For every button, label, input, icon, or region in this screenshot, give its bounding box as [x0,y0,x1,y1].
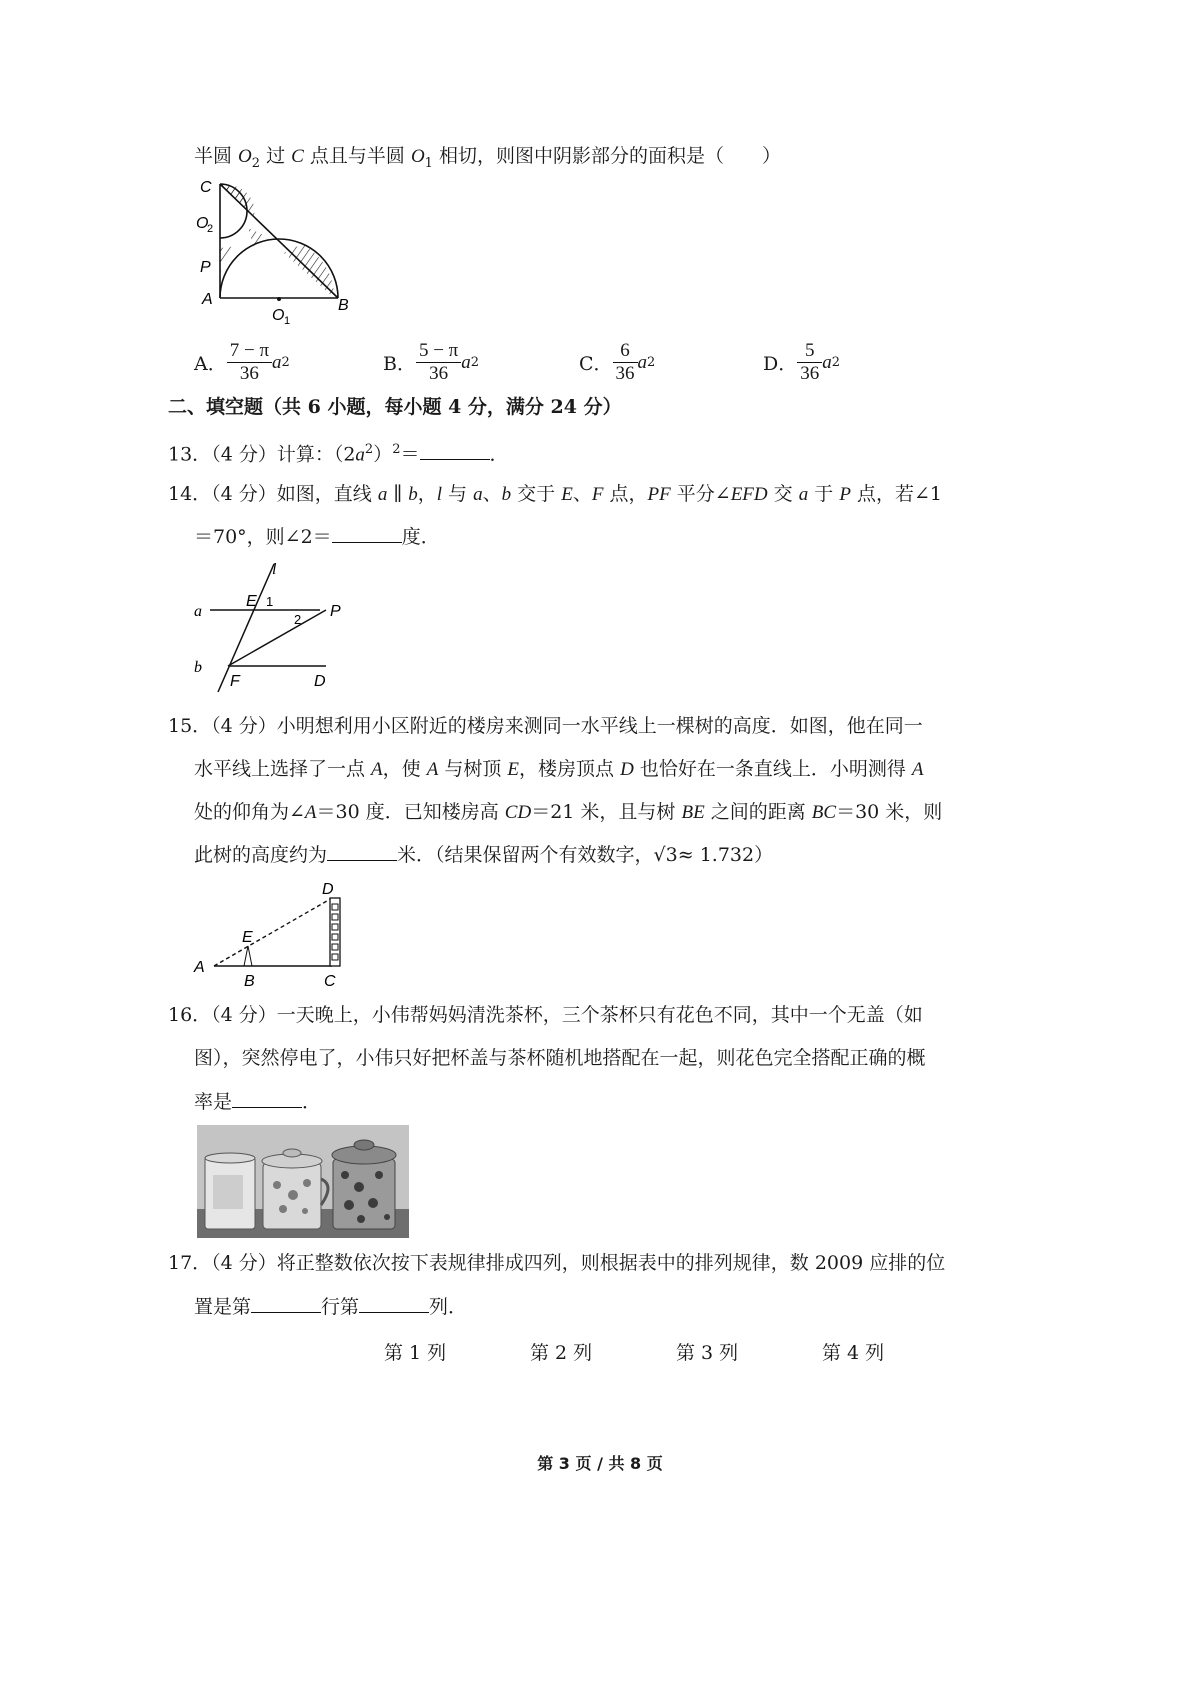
q15-blank [327,842,397,861]
q16-line2: 图），突然停电了，小伟只好把杯盖与茶杯随机地搭配在一起，则花色完全搭配正确的概 [194,1047,926,1069]
q15-line4: 此树的高度约为 米．（结果保留两个有效数字，√3≈ 1.732） [194,844,774,866]
column-header-2: 第 2 列 [530,1342,593,1364]
svg-text:1: 1 [266,594,274,609]
q14-line1: 14．（4 分）如图，直线 a ∥ b，l 与 a、b 交于 E、F 点，PF 平分∠EFD 交 a 于 P 点，若∠1 [168,483,942,505]
q17-line1: 17．（4 分）将正整数依次按下表规律排成四列，则根据表中的排列规律，数 2009 应排的位 [168,1252,946,1274]
q12-stem: 半圆 $O_2$ 过 C 点且与半圆 $O_1$ 相切，则图中阴影部分的面积是（ ） [194,145,781,171]
q15-line2: 水平线上选择了一点 A，使 A 与树顶 E，楼房顶点 D 也恰好在一条直线上．小明测得 A [194,758,924,780]
q15-line3: 处的仰角为∠A＝30 度．已知楼房高 CD＝21 米，且与树 BE 之间的距离 BC＝30 米，则 [194,801,943,823]
q17-blank-col [359,1294,429,1313]
q14-blank [332,524,402,543]
tea-cups-photo [197,1125,409,1238]
option-d: D． $\frac{5}{36}$ a 2 [763,340,841,384]
q12-figure [192,176,372,326]
column-header-1: 第 1 列 [384,1342,447,1364]
svg-text:1: 1 [284,315,291,326]
svg-text:2: 2 [207,223,214,235]
label-b: B [338,297,349,314]
svg-text:2: 2 [294,612,302,627]
label-o1: O [272,307,285,324]
q16-line1: 16．（4 分）一天晚上，小伟帮妈妈清洗茶杯，三个茶杯只有花色不同，其中一个无盖（如 [168,1004,923,1026]
option-b: B． $\frac{5 - \pi}{36}$ a 2 [383,340,480,384]
label-o2: O [196,215,209,232]
section-heading: 二、填空题（共 6 小题，每小题 4 分，满分 24 分） [168,396,622,418]
option-c: C． $\frac{6}{36}$ a 2 [579,340,656,384]
svg-text:b: b [194,659,202,676]
q14-line2: ＝70°，则∠2＝ 度． [194,526,440,548]
label-a: A [202,291,213,308]
svg-text:a: a [194,603,202,620]
svg-text:C: C [324,973,336,990]
tree-icon [244,946,252,966]
page-footer: 第 3 页 / 共 8 页 [537,1454,663,1473]
svg-text:l: l [272,561,277,578]
label-p: P [200,259,211,276]
svg-text:A: A [194,959,205,976]
option-a: A． $\frac{7 - \pi}{36}$ a 2 [194,340,290,384]
svg-text:B: B [244,973,255,990]
label-c: C [200,179,212,196]
q17-blank-row [251,1294,321,1313]
q15-line1: 15．（4 分）小明想利用小区附近的楼房来测同一水平线上一棵树的高度．如图，他在同一 [168,715,923,737]
q16-blank [232,1089,302,1108]
q17-line2: 置是第 行第 列． [194,1296,468,1318]
q16-line3: 率是 ． [194,1091,322,1113]
column-header-4: 第 4 列 [822,1342,885,1364]
q14-figure [192,560,352,695]
shade-left [220,246,238,274]
column-header-3: 第 3 列 [676,1342,739,1364]
svg-text:D: D [322,881,334,898]
svg-text:E: E [242,929,253,946]
svg-text:D: D [314,673,326,690]
svg-text:P: P [330,603,341,620]
q15-figure [192,878,362,993]
svg-text:E: E [246,593,257,610]
svg-text:F: F [230,673,240,690]
q13-blank [420,441,490,460]
q13: 13．（4 分）计算：$(2a^2)^2=$ ． [168,442,509,466]
